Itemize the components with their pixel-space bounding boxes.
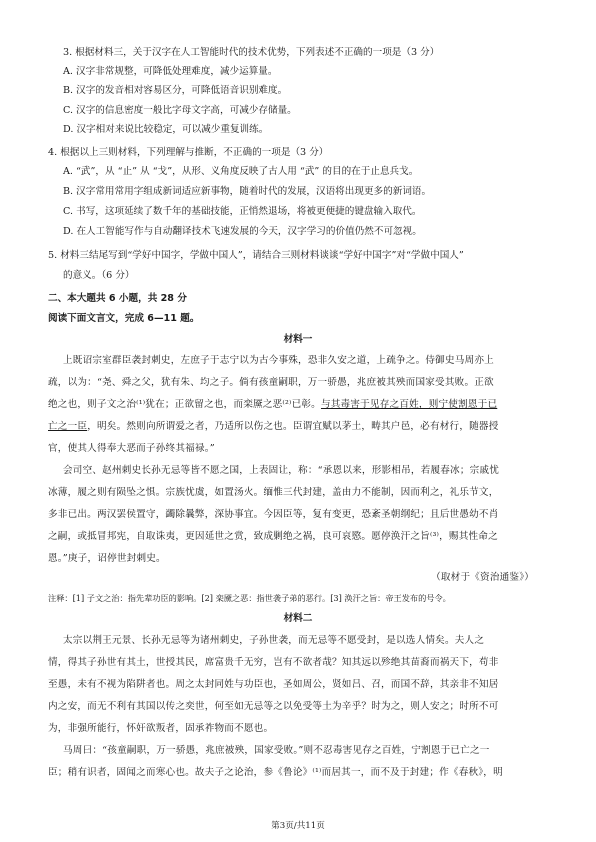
material-1-line: 会司空、赵州刺史长孙无忌等皆不愿之国，上表固让，称：“承恩以来，形影相吊，若履春冰；宗戚忧 xyxy=(63,465,500,476)
material-2-line: 情，得其子孙世有其土，世授其民，席富贵千无穷，岂有不欲者哉？知其远以殄绝其苗裔而祸天下，苟非 xyxy=(48,657,499,668)
material-2-title: 材料二 xyxy=(283,613,313,624)
page-footer: 第3页/共11页 xyxy=(271,821,325,831)
q4-option-c: C. 书写，这项延续了数千年的基础技能，正悄然退场，将被更便捷的键盘输入取代。 xyxy=(63,206,422,217)
material-1-line: 上既诏宗室群臣袭封刺史，左庶子于志宁以为古今事殊，恐非久安之道，上疏争之。侍御史马周亦上 xyxy=(63,355,494,366)
underlined-phrase: 亡之一臣 xyxy=(48,421,88,432)
q3-option-c: C. 汉字的信息密度一般比字母文字高，可减少存储量。 xyxy=(63,105,297,116)
material-1-line: 多非已出。两汉罢侯置守，蠲除曩弊，深协事宜。今因臣等，复有变更，恐紊圣朝纲纪；且后世愚幼不肖 xyxy=(48,509,499,520)
material-2-line: 至愚，未有不视为陷阱者也。周之太封同姓与功臣也，圣如周公，贤如吕、召，而国不辞，其亲非不知居 xyxy=(48,679,499,690)
material-2-line: 臣；稍有识者，固闻之而寒心也。故夫子之论治，参《鲁论》⁽¹⁾而居其一，而不及于封建；作《春秋》，明 xyxy=(48,767,503,778)
q4-option-a: A. “武”，从 “止” 从 “戈”，从形、义角度反映了古人用 “武” 的目的在于止息兵戈。 xyxy=(63,166,419,177)
q3-stem: 3. 根据材料三，关于汉字在人工智能时代的技术优势，下列表述不正确的一项是（3 分） xyxy=(63,47,440,58)
material-1-line: 冰薄，履之则有陨坠之惧。宗族忧虞，如置汤火。缅惟三代封建，盖由力不能制，因而利之，礼乐节文， xyxy=(48,487,499,498)
material-1-line: 疏，以为：“尧、舜之父，犹有朱、均之子。倘有孩童嗣职，万一骄愚，兆庶被其殃而国家受其败。正欲 xyxy=(48,377,494,388)
q4-option-d: D. 在人工智能写作与自动翻译技术飞速发展的今天，汉字学习的价值仍然不可忽视。 xyxy=(63,226,422,237)
q3-option-a: A. 汉字非常规整，可降低处理难度，减少运算量。 xyxy=(63,66,278,77)
material-1-line-text: 绝之也，则子文之治⁽¹⁾犹在；正欲留之也，而栾黡之恶⁽²⁾已彰。与其毒害于见存之百姓，则宁使割恩于已 xyxy=(48,399,498,410)
section-instruction: 阅读下面文言文，完成 6—11 题。 xyxy=(48,313,200,324)
q4-option-b: B. 汉字常用常用字组成新词适应新事物，随着时代的发展，汉语将出现更多的新词语。 xyxy=(63,186,432,197)
material-1-line: 亡之一臣，明矣。然则向所谓爱之者，乃适所以伤之也。臣谓宜赋以茅土，畴其户邑，必有材行，随器授 xyxy=(48,421,499,432)
q4-stem: 4. 根据以上三则材料，下列理解与推断，不正确的一项是（3 分） xyxy=(48,147,329,158)
material-1-line xyxy=(48,399,497,411)
material-1-source: （取材于《资治通鉴》） xyxy=(431,572,534,583)
q5-line-1: 5. 材料三结尾写到“学好中国字，学做中国人”，请结合三则材料谈谈“学好中国字”对“学做中国人” xyxy=(48,250,464,261)
material-1-line: 官，使其人得奉大恶而子孙终其福禄。” xyxy=(48,443,215,454)
underlined-phrase: 与其毒害于见存之百姓，则宁使割恩于已 xyxy=(320,399,498,410)
material-2-line: 为，非强所能行，怀奸欲叛者，固承祚物而不愿也。 xyxy=(48,723,274,734)
section-heading: 二、本大题共 6 小题，共 28 分 xyxy=(48,293,187,304)
q5-line-2: 的意义。（6 分） xyxy=(63,270,135,281)
q3-option-b: B. 汉字的发音相对容易区分，可降低语音识别难度。 xyxy=(63,85,288,96)
annotation-notes: 注释：[1] 子文之治：指先辈功臣的影响。[2] 栾黡之恶：指世袭子弟的恶行。[3] 涣汗之旨：帝王发布的号令。 xyxy=(48,593,451,603)
material-1-line: 之嗣，或抵冒邦宪，自取诛夷，更因延世之赏，致成剿绝之祸，良可哀愍。愿停涣汗之旨⁽³⁾，赐其性命之 xyxy=(48,531,498,542)
material-2-line: 马周曰：“孩童嗣职，万一骄愚，兆庶被殃，国家受败。”则不忍毒害见存之百姓，宁割恩于已亡之一 xyxy=(63,745,490,756)
material-1-title: 材料一 xyxy=(283,334,313,345)
material-1-line: 恩。”庚子，诏停世封刺史。 xyxy=(48,553,166,564)
material-2-line: 太宗以荆王元景、长孙无忌等为诸州刺史，子孙世袭，而无忌等不愿受封，是以选人情矣。夫人之 xyxy=(63,635,485,646)
material-2-line: 内之安，而无不利有其国以传之奕世，何至如无忌等之以免受等土为辛乎？时为之，则人安之；时所不可 xyxy=(48,701,499,712)
q3-option-d: D. 汉字相对来说比较稳定，可以减少重复训练。 xyxy=(63,124,269,135)
